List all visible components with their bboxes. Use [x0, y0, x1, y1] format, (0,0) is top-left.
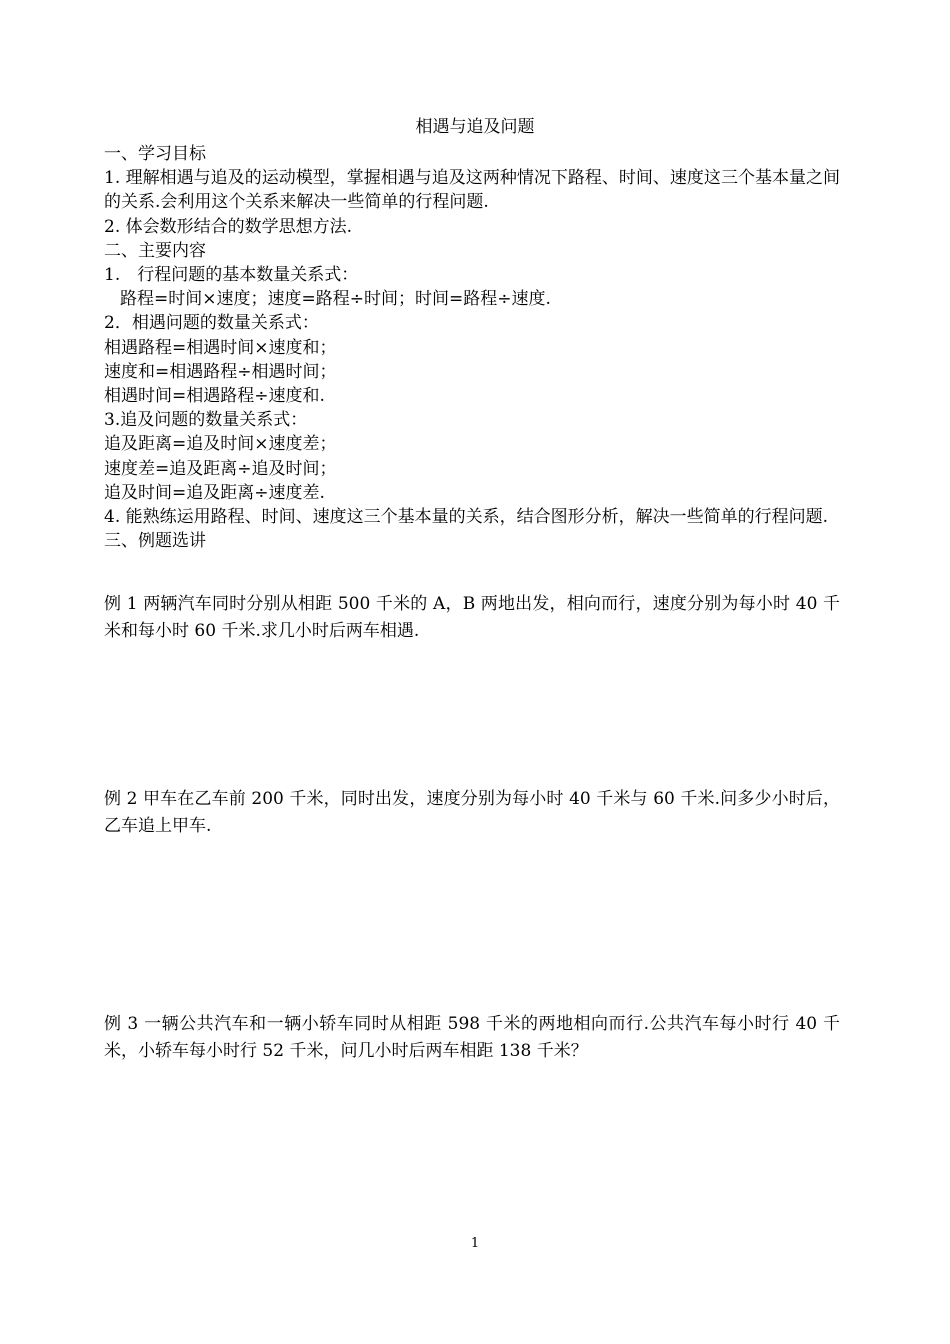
example-3: 例 3 一辆公共汽车和一辆小轿车同时从相距 598 千米的两地相向而行.公共汽车每小时行 40 千米，小轿车每小时行 52 千米，问几小时后两车相距 138 千米？: [104, 1014, 840, 1061]
content-item-1-formula: 路程=时间×速度；速度=路程÷时间；时间=路程÷速度.: [120, 289, 551, 310]
page-number: 1: [470, 1236, 480, 1251]
chase-formula-2: 速度差=追及距离÷追及时间；: [104, 458, 337, 479]
goal-item-2: 2. 体会数形结合的数学思想方法.: [104, 216, 353, 237]
meeting-formula-2: 速度和=相遇路程÷相遇时间；: [104, 361, 337, 382]
meeting-formula-3: 相遇时间=相遇路程÷速度和.: [104, 386, 325, 407]
document-body: [104, 142, 840, 553]
section-heading-content: 二、主要内容: [104, 240, 206, 261]
meeting-formula-1: 相遇路程=相遇时间×速度和；: [104, 337, 337, 358]
section-heading-goals: 一、学习目标: [104, 144, 206, 164]
section-heading-examples: 三、例题选讲: [104, 531, 206, 552]
chase-formula-1: 追及距离=追及时间×速度差；: [104, 434, 337, 455]
content-item-2-title: 2．相遇问题的数量关系式：: [104, 313, 319, 334]
content-item-4: 4. 能熟练运用路程、时间、速度这三个基本量的关系，结合图形分析，解决一些简单的行程问题.: [104, 507, 829, 528]
example-1: 例 1 两辆汽车同时分别从相距 500 千米的 A，B 两地出发，相向而行，速度分别为每小时 40 千米和每小时 60 千米.求几小时后两车相遇.: [104, 594, 840, 641]
chase-formula-3: 追及时间=追及距离÷速度差.: [104, 482, 325, 503]
content-item-1-title: 1. 行程问题的基本数量关系式：: [104, 265, 359, 286]
content-item-3-title: 3.追及问题的数量关系式：: [104, 410, 308, 431]
goal-item-1: 1. 理解相遇与追及的运动模型，掌握相遇与追及这两种情况下路程、时间、速度这三个基本量之间的关系.会利用这个关系来解决一些简单的行程问题.: [104, 168, 840, 213]
example-2: 例 2 甲车在乙车前 200 千米，同时出发，速度分别为每小时 40 千米与 60 千米.问多少小时后，乙车追上甲车.: [104, 789, 840, 836]
document-title: 相遇与追及问题: [415, 117, 535, 137]
